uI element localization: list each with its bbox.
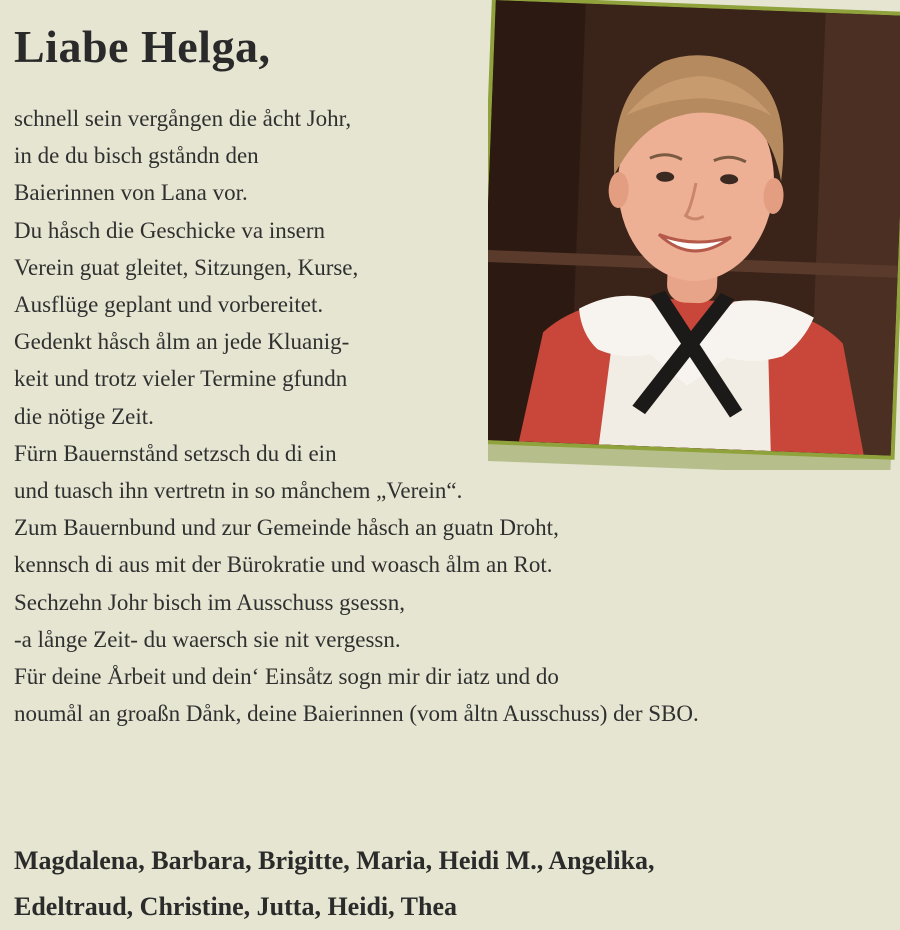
poem-line: Verein guat gleitet, Sitzungen, Kurse, — [14, 254, 359, 280]
poem-line: Baierinnen von Lana vor. — [14, 180, 248, 206]
photo-frame — [488, 0, 900, 460]
card-title: Liabe Helga, — [14, 21, 271, 72]
poem-line: -a långe Zeit- du waersch sie nit vergessn. — [14, 626, 401, 652]
poem-line: die nötige Zeit. — [14, 403, 154, 429]
poem-line: Gedenkt håsch ålm an jede Kluanig- — [14, 329, 350, 355]
poem-line: kennsch di aus mit der Bürokratie und woasch ålm an Rot. — [14, 552, 553, 578]
portrait-photo — [488, 0, 900, 470]
signature-names — [14, 838, 655, 930]
poem-line: noumål an groaßn Dånk, deine Baierinnen (vom åltn Ausschuss) der SBO. — [14, 701, 699, 727]
poem-line: Du håsch die Geschicke va insern — [14, 217, 326, 243]
poem-line: in de du bisch gståndn den — [14, 143, 259, 169]
poem-line: Fürn Bauernstånd setzsch du di ein — [14, 440, 337, 466]
poem-line: keit und trotz vieler Termine gfundn — [14, 366, 348, 392]
poem-line: und tuasch ihn vertretn in so månchem „Verein“. — [14, 478, 463, 504]
signature-line: Edeltraud, Christine, Jutta, Heidi, Thea — [14, 892, 458, 921]
poem-line: schnell sein vergången die åcht Johr, — [14, 106, 352, 131]
poem-line: Ausflüge geplant und vorbereitet. — [14, 292, 324, 318]
signature-line: Magdalena, Barbara, Brigitte, Maria, Heidi M., Angelika, — [14, 846, 655, 875]
poem-line: Für deine Årbeit und dein‘ Einsåtz sogn mir dir iatz und do — [14, 664, 559, 690]
portrait-illustration — [488, 0, 900, 455]
poem-line: Sechzehn Johr bisch im Ausschuss gsessn, — [14, 589, 405, 615]
poem-line: Zum Bauernbund und zur Gemeinde håsch an guatn Droht, — [14, 515, 559, 541]
portrait-image — [488, 0, 900, 455]
